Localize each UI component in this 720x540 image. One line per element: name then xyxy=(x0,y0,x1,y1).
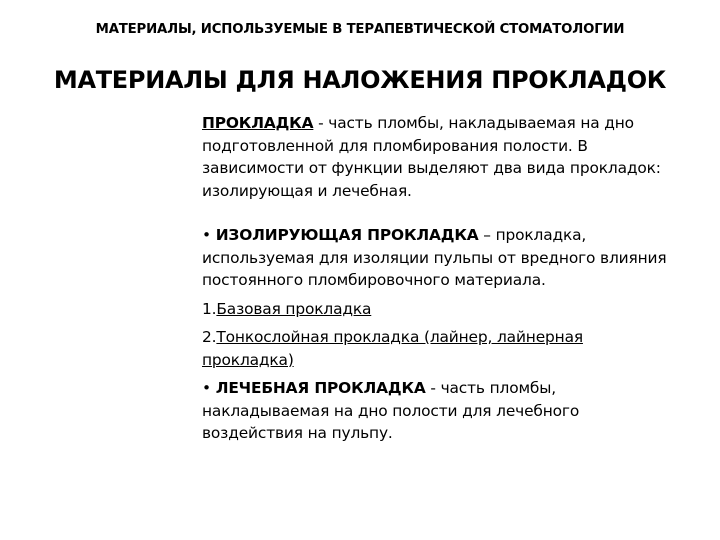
slide-header: МАТЕРИАЛЫ, ИСПОЛЬЗУЕМЫЕ В ТЕРАПЕВТИЧЕСКОЙ СТОМАТОЛОГИИ xyxy=(95,22,625,37)
type-item-1 xyxy=(202,298,672,321)
definition-term: ПРОКЛАДКА xyxy=(202,114,314,132)
definition-text: - часть пломбы, накладываемая на дно подготовленной для пломбирования полости. В зависимости от функции выделяют два вида прокладок: изолирующая и лечебная. xyxy=(202,114,661,200)
isolating-text: – прокладка, используемая для изоляции пульпы от вредного влияния постоянного пломбировочного материала. xyxy=(202,226,667,289)
definition-paragraph xyxy=(202,112,672,202)
type-label-liner: Тонкослойная прокладка (лайнер, лайнерная прокладка) xyxy=(202,328,583,369)
type-number: 1. xyxy=(202,299,217,318)
slide-title: МАТЕРИАЛЫ ДЛЯ НАЛОЖЕНИЯ ПРОКЛАДОК xyxy=(53,66,667,94)
type-label-base: Базовая прокладка xyxy=(216,299,372,318)
therapeutic-paragraph xyxy=(202,377,672,445)
slide-body xyxy=(202,112,672,451)
therapeutic-term: ЛЕЧЕБНАЯ ПРОКЛАДКА xyxy=(215,379,426,397)
type-number: 2. xyxy=(202,328,217,346)
bullet-icon: • xyxy=(202,379,211,397)
bullet-icon: • xyxy=(202,226,211,244)
isolating-term: ИЗОЛИРУЮЩАЯ ПРОКЛАДКА xyxy=(215,226,479,244)
therapeutic-text: - часть пломбы, накладываемая на дно полости для лечебного воздействия на пульпу. xyxy=(202,379,580,442)
type-item-2 xyxy=(202,326,672,371)
isolating-paragraph xyxy=(202,224,672,292)
